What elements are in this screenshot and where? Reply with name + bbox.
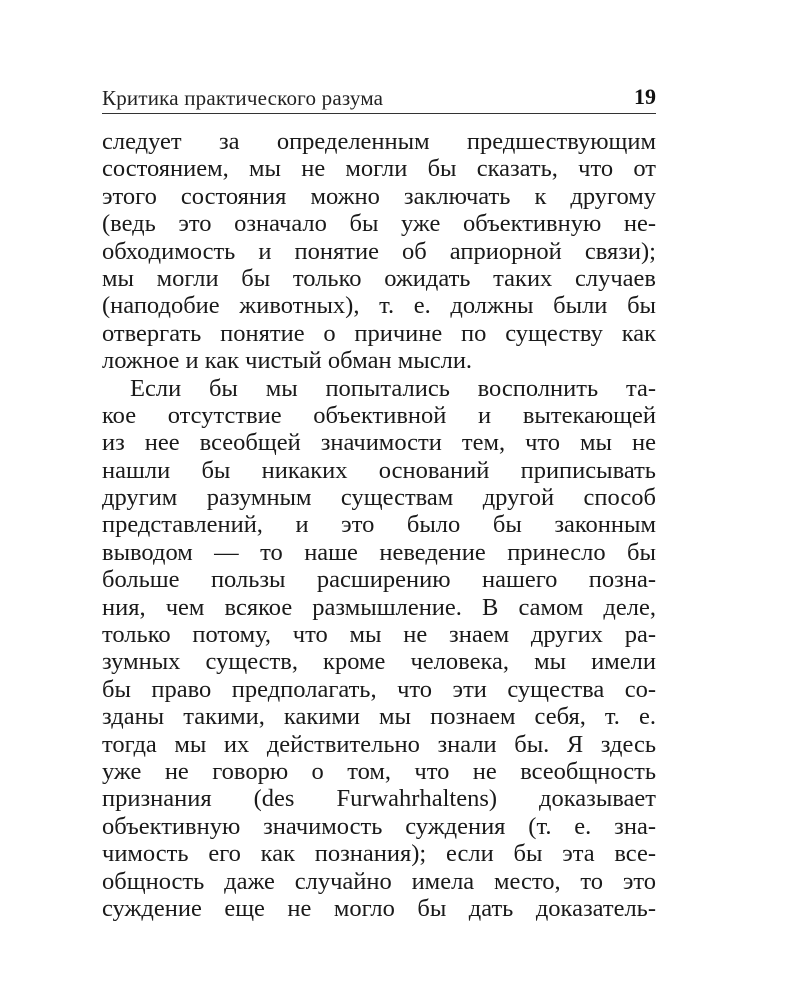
- paragraph-2: [102, 375, 656, 923]
- text-line: только потому, что мы не знаем других ра-: [102, 621, 656, 649]
- text-line: суждение еще не могло бы дать доказатель-: [102, 894, 656, 922]
- text-line: признания (des Furwahrhaltens) доказывает: [102, 785, 656, 813]
- text-line: уже не говорю о том, что не всеобщность: [102, 757, 656, 785]
- text-line: больше пользы расширению нашего позна-: [102, 566, 656, 594]
- body-text: [102, 128, 656, 922]
- paragraph-1: [102, 128, 656, 375]
- text-line: из нее всеобщей значимости тем, что мы не: [102, 429, 656, 457]
- text-line: (наподобие животных), т. е. должны были бы: [102, 292, 656, 320]
- text-line: Если бы мы попытались восполнить та-: [130, 374, 656, 402]
- text-line: кое отсутствие объективной и вытекающей: [102, 401, 656, 429]
- text-line: состоянием, мы не могли бы сказать, что от: [102, 155, 656, 183]
- page-number: 19: [634, 84, 656, 109]
- text-line: зумных существ, кроме человека, мы имели: [102, 648, 656, 676]
- text-line: бы право предполагать, что эти существа со-: [102, 675, 656, 703]
- text-line: общность даже случайно имела место, то это: [102, 867, 656, 895]
- text-line: ложное и как чистый обман мысли.: [102, 347, 473, 375]
- page-header: [102, 82, 656, 114]
- text-line: чимость его как познания); если бы эта все-: [102, 840, 656, 868]
- text-line: представлений, и это было бы законным: [102, 511, 656, 539]
- text-line: нашли бы никаких оснований приписывать: [102, 456, 656, 484]
- text-line: другим разумным существам другой способ: [102, 484, 656, 512]
- running-title: Критика практического разума: [102, 86, 384, 110]
- text-line: (ведь это означало бы уже объективную не-: [102, 210, 656, 238]
- text-line: выводом — то наше неведение принесло бы: [102, 538, 656, 566]
- text-line: тогда мы их действительно знали бы. Я здесь: [102, 730, 656, 758]
- text-line: зданы такими, какими мы познаем себя, т. е.: [102, 703, 656, 731]
- text-line: мы могли бы только ожидать таких случаев: [102, 264, 656, 292]
- text-line: ния, чем всякое размышление. В самом деле,: [102, 593, 656, 621]
- header-rule: [102, 113, 656, 114]
- text-line: обходимость и понятие об априорной связи);: [102, 237, 656, 265]
- text-line: объективную значимость суждения (т. е. зна-: [102, 812, 656, 840]
- text-line: следует за определенным предшествующим: [102, 128, 656, 155]
- text-line: отвергать понятие о причине по существу как: [102, 319, 656, 347]
- text-line: этого состояния можно заключать к другому: [102, 182, 656, 210]
